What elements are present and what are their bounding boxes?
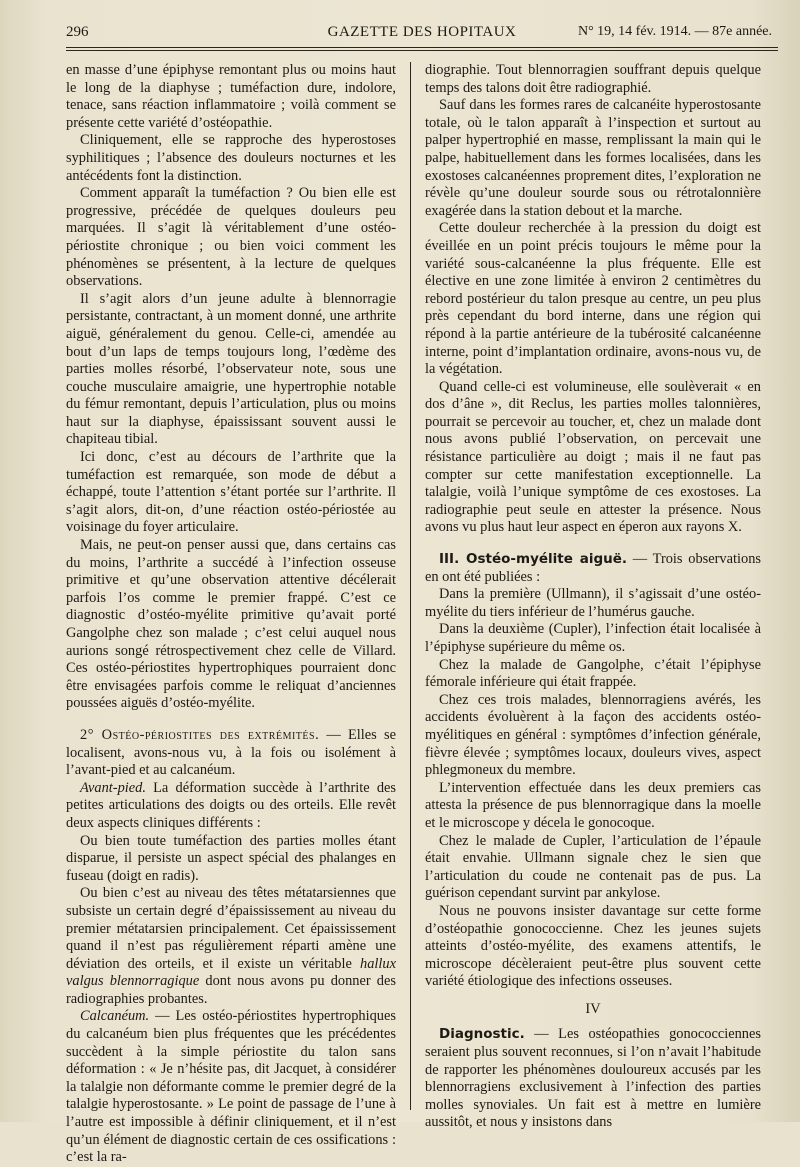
paragraph: Dans la deuxième (Cupler), l’infection était localisée à l’épiphyse supérieure du même os.: [425, 621, 761, 655]
section-numeral: IV: [585, 1000, 601, 1017]
paragraph-text: dont nous avons pu donner des radiographies probantes.: [66, 973, 396, 1007]
paragraph: Cliniquement, elle se rapproche des hyperostoses syphilitiques ; l’absence des douleurs nocturnes et les antécédents font la distinction.: [66, 132, 396, 184]
section-heading: 2° Ostéo-périostites des extrémités.: [80, 726, 320, 743]
paragraph: [425, 1026, 761, 1132]
header-rule-double: [66, 50, 778, 51]
paragraph-text: La déformation succède à l’arthrite des petites articulations des doigts ou des orteils. Elle revêt deux aspects cliniques différents :: [66, 779, 396, 831]
page-header: [66, 22, 778, 46]
subsection-heading: Avant-pied.: [80, 779, 146, 796]
left-column: [66, 62, 396, 1166]
paragraph: Chez ces trois malades, blennorragiens avérés, les accidents évoluèrent à la façon des accidents ostéo-myélitiques en général : symptômes d’infection générale, fièvre élevée ; symptômes locaux, douleurs vives, aspect phlegmoneux du membre.: [425, 691, 761, 779]
section-heading: Diagnostic.: [439, 1026, 525, 1043]
paragraph: Cette douleur recherchée à la pression du doigt est éveillée en un point précis toujours le même pour la variété sous-calcanéenne la plus fréquente. Elle est élective en une zone limitée à environ 2 centimètres du rebord postérieur du talon presque au centre, un peu plus près cependant du bord interne, dans une région qui répond à la partie antérieure de la tubérosité calcanéenne interne, point d’implantation ordinaire, avons-nous vu, de la végétation.: [425, 220, 761, 378]
paragraph: Nous ne pouvons insister davantage sur cette forme d’ostéopathie gonococcienne. Chez les jeunes sujets atteints d’ostéo-myélite, des examens attentifs, le microscope décèleraient peut-être plus souvent cette variété étiologique des infections osseuses.: [425, 902, 761, 990]
paragraph: diographie. Tout blennorragien souffrant depuis quelque temps des talons doit être radiographié.: [425, 62, 761, 96]
paragraph: L’intervention effectuée dans les deux premiers cas attesta la présence de pus blennorragique dans la moelle et le microscope y décela le gonocoque.: [425, 779, 761, 831]
paragraph-text: — Les ostéo-périostites hypertrophiques du calcanéum bien plus fréquentes que les précédentes succèdent à la simple périostite du talon sans déformation : « Je n’hésite pas, dit Jacquet, à considérer la talalgie non déformante comme le premier degré de la talalgie hyperostosante. » Le point de passage de l’une à l’autre est impossible à définir cliniquement, et il n’est qu’un élément de diagnostic certain de ces ossifications : c’est la ra-: [66, 1008, 396, 1166]
subsection-heading: Calcanéum.: [80, 1008, 150, 1025]
page-number: 296: [66, 24, 89, 40]
header-rule: [66, 47, 778, 48]
paragraph-text: — Les ostéopathies gonococciennes seraient plus souvent reconnues, si l’on n’avait l’habitude de rapporter les phénomènes douloureux accusés par les blennorragiens exclusivement à l’infection des parties molles synoviales. Un fait est à mettre en lumière aussitôt, et nous y insistons dans: [425, 1026, 761, 1131]
italic-term: hallux valgus blennorragique: [66, 955, 396, 990]
paragraph-text: — Trois observations en ont été publiées :: [425, 551, 761, 585]
right-column: [425, 62, 761, 1131]
paragraph: [66, 1008, 396, 1166]
paragraph: Mais, ne peut-on penser aussi que, dans certains cas du moins, l’arthrite a succédé à l’infection osseuse primitive et qu’une observation attentive décélerait parfois l’os comme le premier frappé. C’est ce diagnostic d’ostéo-myélite primitive qu’avait porté Gangolphe chez son malade ; c’est celui auquel nous aurions songé rétrospectivement chez celle de Villard. Ces ostéo-périostites hypertrophiques pourraient donc être envisagées parfois comme le reliquat d’anciennes poussées aiguës d’ostéo-myélite.: [66, 537, 396, 712]
paragraph: Chez le malade de Cupler, l’articulation de l’épaule était envahie. Ullmann signale chez le sien que l’articulation du coude ne contenait pas de pus. La guérison cependant survint par ankylose.: [425, 832, 761, 902]
paragraph: Dans la première (Ullmann), il s’agissait d’une ostéo-myélite du tiers inférieur de l’humérus gauche.: [425, 586, 761, 620]
paragraph: Ou bien toute tuméfaction des parties molles étant disparue, il persiste un aspect spécial des phalanges en fuseau (doigt en radis).: [66, 832, 396, 884]
paragraph: Comment apparaît la tuméfaction ? Ou bien elle est progressive, précédée de quelques douleurs peu marquées. Il s’agit là véritablement d’une ostéo-périostite chronique ; ou bien voici comment les phénomènes se présentent, à la lecture de quelques observations.: [66, 185, 396, 290]
section-heading: III. Ostéo-myélite aiguë.: [439, 551, 628, 568]
paragraph-text: — Elles se localisent, avons-nous vu, à la fois ou isolément à l’avant-pied et au calcanéum.: [66, 726, 396, 779]
paragraph: [425, 551, 761, 586]
paragraph: Quand celle-ci est volumineuse, elle soulèverait « en dos d’âne », dit Reclus, les parties molles talonnières, pourrait se percevoir au toucher, et, chez un malade dont nous avons publié l’observation, on percevait une résistance particulière au doigt ; mais il ne faut pas compter sur cette manifestation exceptionnelle. La talalgie, voilà l’unique symptôme de ces exostoses. La radiographie peut seule en attester la présence. Nous avons vu plus haut leur aspect en éperon aux rayons X.: [425, 378, 761, 536]
paragraph: Chez la malade de Gangolphe, c’était l’épiphyse fémorale inférieure qui était frappée.: [425, 656, 761, 691]
paragraph: en masse d’une épiphyse remontant plus ou moins haut le long de la diaphyse ; tuméfaction dure, indolore, tenace, sans réaction inflammatoire ; voilà comment se présente cette variété d’ostéopathie.: [66, 62, 396, 131]
journal-title: GAZETTE DES HOPITAUX: [327, 24, 517, 40]
paragraph: [66, 727, 396, 780]
issue-info: N° 19, 14 fév. 1914. — 87e année.: [577, 24, 772, 39]
paragraph: [66, 780, 396, 833]
column-divider: [410, 62, 411, 1110]
paragraph-text: Ou bien c’est au niveau des têtes métatarsiennes que subsiste un certain degré d’épaississement au niveau du premier métatarsien principalement. Cet épaississement quand il n’est pas régulièrement réparti amène une déviation des orteils, et il existe un véritable: [66, 885, 396, 972]
paragraph: Ici donc, c’est au décours de l’arthrite que la tuméfaction est remarquée, son mode de début a échappé, toute l’attention s’étant portée sur l’arthrite. Il s’agit alors, dit-on, d’une réaction ostéo-périostée au voisinage du foyer articulaire.: [66, 449, 396, 536]
paragraph: Il s’agit alors d’un jeune adulte à blennorragie persistante, contractant, à un moment donné, une arthrite aiguë, généralement du genou. Celle-ci, amendée au bout d’un laps de temps toujours long, l’œdème des parties molles résorbé, l’observateur note, sous une couche musculaire amaigrie, une hypertrophie notable du fémur remontant, depuis l’articulation, plus ou moins haut sur la diaphyse, épaississant souvent aussi le chapiteau tibial.: [66, 290, 396, 448]
paragraph: Sauf dans les formes rares de calcanéite hyperostosante totale, où le talon apparaît à l’inspection et surtout au palper hypertrophié en masse, remplissant la main qui le palpe, habituellement dans les formes localisées, dans les exostoses calcanéennes proprement dites, l’exploration ne révèle qu’une douleur sourde sous ou rétrotalonnière exagérée dans la station debout et la marche.: [425, 97, 761, 219]
paragraph: [66, 885, 396, 1008]
